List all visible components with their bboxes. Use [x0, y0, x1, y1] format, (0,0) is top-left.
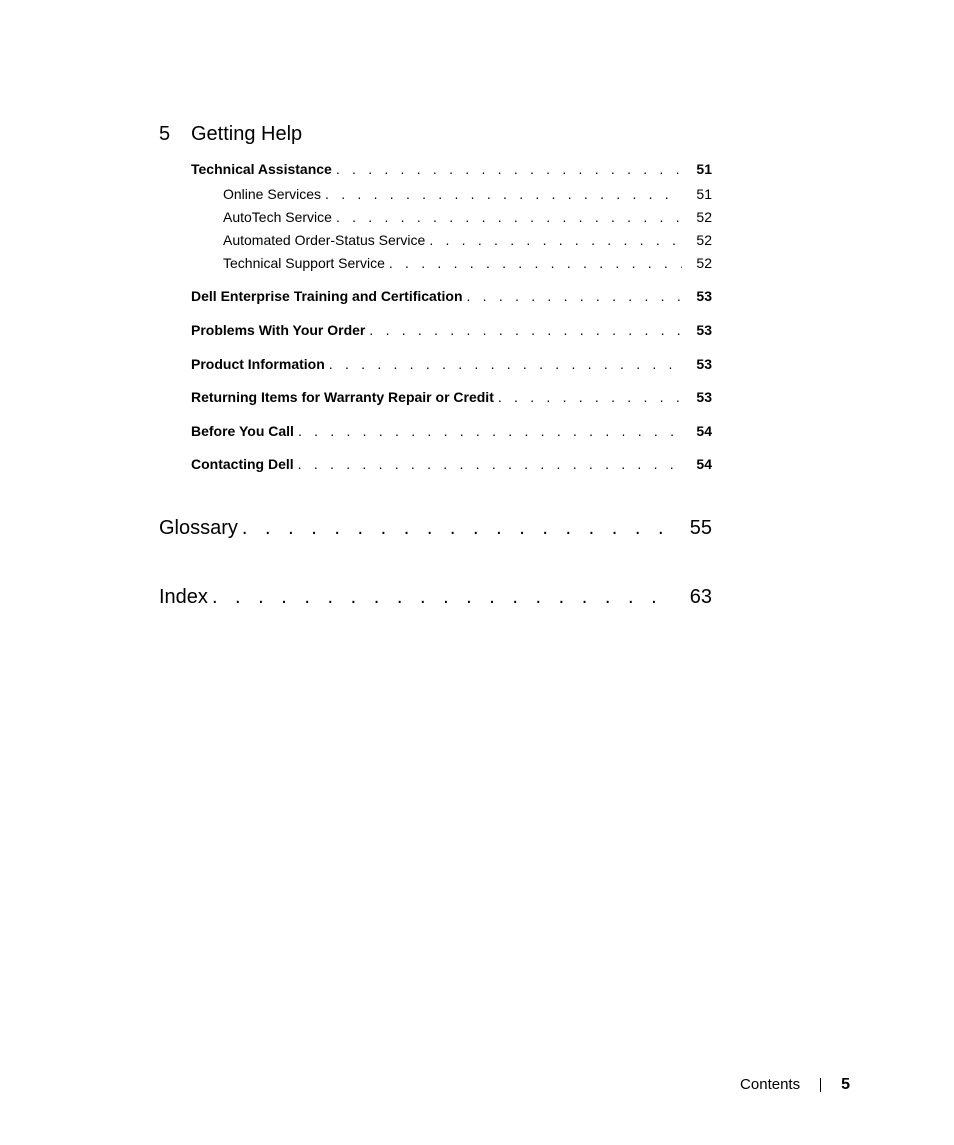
dot-leader	[212, 586, 672, 609]
footer-section-name: Contents	[740, 1076, 801, 1093]
toc-entry-returning-items[interactable]: Returning Items for Warranty Repair or Credit . . . 53	[191, 389, 712, 409]
dot-leader	[242, 517, 672, 540]
dot-leader	[336, 209, 682, 225]
page-number: 55	[689, 517, 712, 539]
toc-entry-autotech-service[interactable]: AutoTech Service . . . 52	[223, 209, 712, 229]
page-number: 52	[696, 232, 712, 248]
toc-entry-automated-order-status-service[interactable]: Automated Order-Status Service . . . 52	[223, 232, 712, 252]
dot-leader	[498, 389, 682, 405]
dot-leader	[298, 423, 682, 439]
page-number: 53	[696, 389, 712, 405]
dot-leader	[336, 161, 682, 177]
dot-leader	[329, 356, 682, 372]
toc-entry-dell-enterprise-training[interactable]: Dell Enterprise Training and Certification . . . 53	[191, 288, 712, 308]
dot-leader	[369, 322, 682, 338]
page-number: 53	[696, 356, 712, 372]
dot-leader	[467, 288, 683, 304]
footer-divider	[820, 1078, 821, 1092]
page-number: 53	[696, 322, 712, 338]
toc-entry-contacting-dell[interactable]: Contacting Dell . . . 54	[191, 456, 712, 476]
page-number: 54	[696, 423, 712, 439]
page-number: 51	[696, 186, 712, 202]
toc-entry-technical-support-service[interactable]: Technical Support Service . . . 52	[223, 255, 712, 275]
page-number: 51	[696, 161, 712, 177]
footer-page-number: 5	[841, 1076, 850, 1093]
page-number: 52	[696, 255, 712, 271]
toc-entry-before-you-call[interactable]: Before You Call . . . 54	[191, 423, 712, 443]
toc-entry-technical-assistance[interactable]: Technical Assistance . . . 51	[191, 161, 712, 181]
page-number: 53	[696, 288, 712, 304]
page-footer	[740, 1074, 850, 1096]
page-number: 54	[696, 456, 712, 472]
dot-leader	[298, 456, 682, 472]
chapter-heading	[159, 120, 302, 148]
toc-entry-problems-with-your-order[interactable]: Problems With Your Order . . . 53	[191, 322, 712, 342]
toc-entry-glossary[interactable]: Glossary . . . 55	[159, 517, 712, 545]
dot-leader	[429, 232, 682, 248]
page-number: 63	[689, 586, 712, 608]
dot-leader	[389, 255, 682, 271]
toc-entry-online-services[interactable]: Online Services . . . 51	[223, 186, 712, 206]
chapter-number: 5	[159, 123, 171, 145]
toc-entry-index[interactable]: Index . . . 63	[159, 586, 712, 614]
page-number: 52	[696, 209, 712, 225]
chapter-title: Getting Help	[191, 123, 303, 145]
toc-entry-product-information[interactable]: Product Information . . . 53	[191, 356, 712, 376]
dot-leader	[325, 186, 682, 202]
